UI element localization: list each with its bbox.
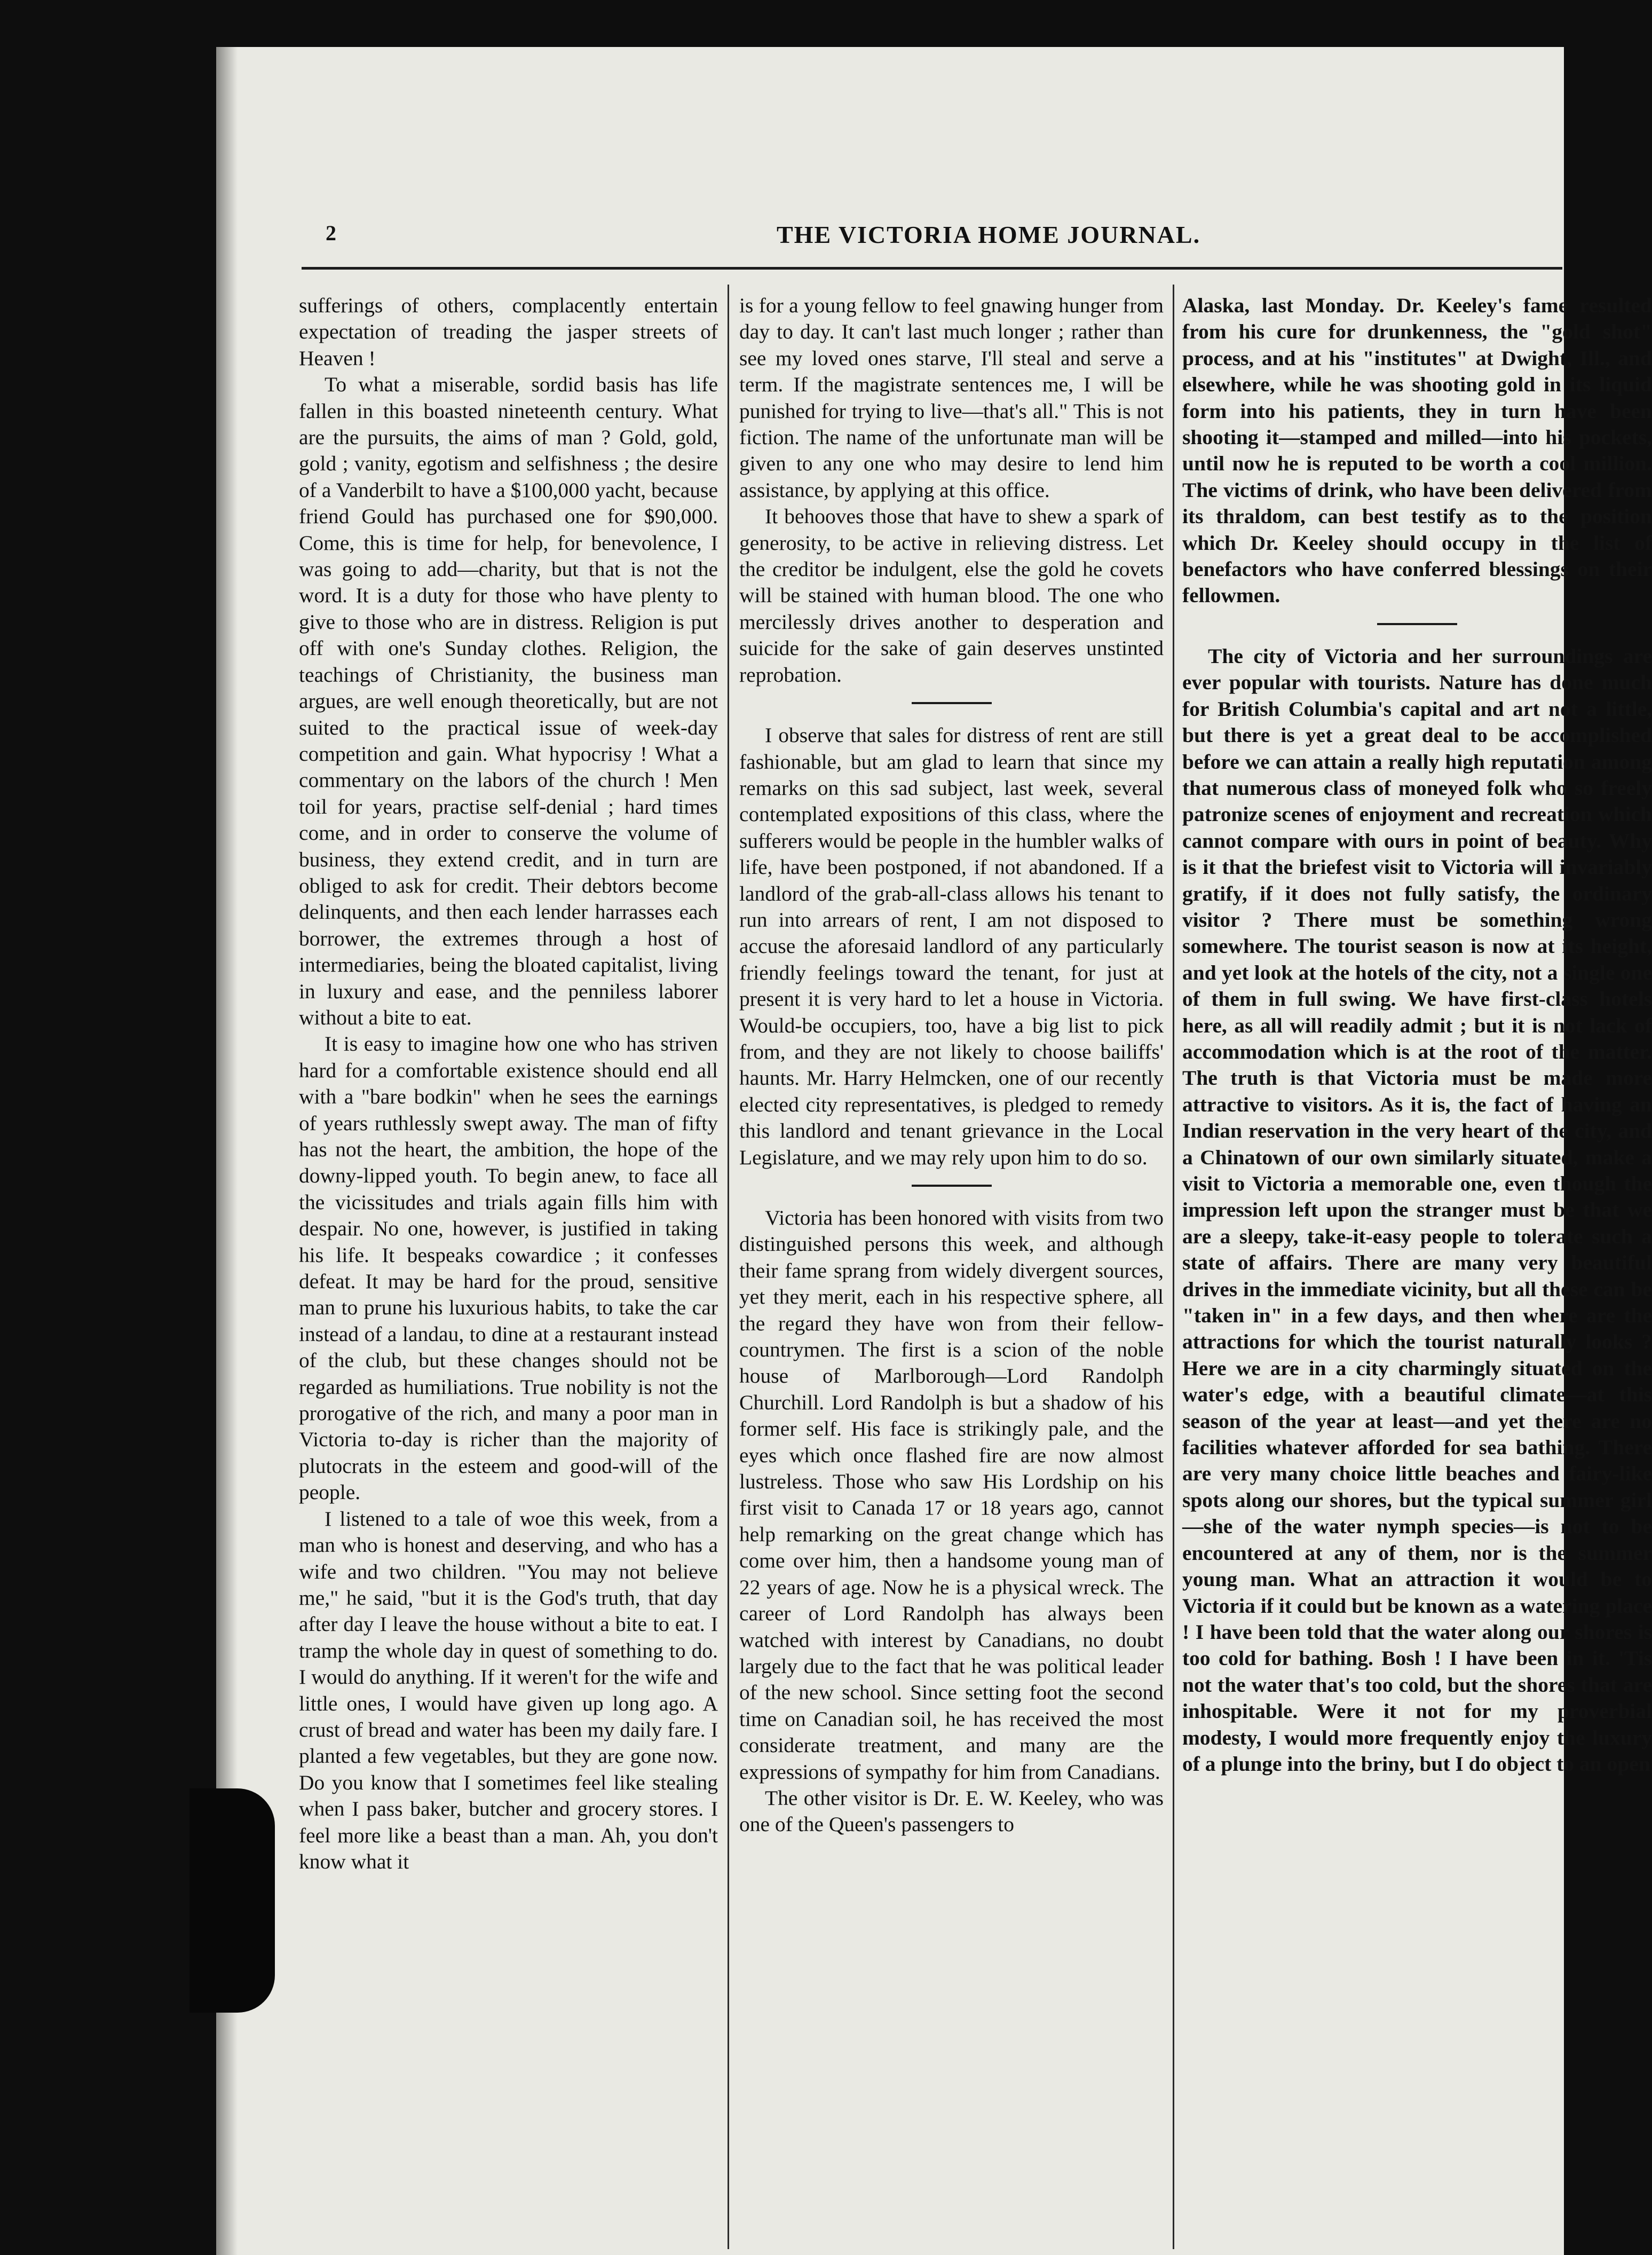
column-1 [299, 293, 718, 2246]
paragraph: The other visitor is Dr. E. W. Keeley, who was one of the Queen's passengers to [739, 1786, 1164, 1836]
paragraph: Victoria has been honored with visits from two distinguished persons this week, and although their fame sprang from widely divergent sources, yet they merit, each in his respective sphere, all the regard they have won from their fellow-countrymen. The first is a scion of the noble house of Marlborough—Lord Randolph Churchill. Lord Randolph is but a shadow of his former self. His face is strikingly pale, and the eyes which once flashed fire are now almost lustreless. Those who saw His Lordship on his first visit to Canada 17 or 18 years ago, cannot help remarking on the great change which has come over him, then a handsome young man of 22 years of age. Now he is a physical wreck. The career of Lord Randolph has always been watched with interest by Canadians, no doubt largely due to the fact that he was political leader of the new school. Since setting foot the second time on Canadian soil, he has received the most considerate treatment, and many are the expressions of sympathy for him from Canadians. [739, 1206, 1164, 1784]
paragraph: Alaska, last Monday. Dr. Keeley's fame resulted from his cure for drunkenness, the "gold shot" process, and at his "institutes" at Dwight, Ill., and elsewhere, while he was shooting gold in its liquid form into his patients, they in turn have been shooting it—stamped and milled—into his pockets, until now he is reputed to be worth a cool million. The victims of drink, who have been delivered from its thraldom, can best testify as to the position which Dr. Keeley should occupy in the list of benefactors who have conferred blessings on their fellowmen. [1182, 294, 1652, 608]
paragraph: It is easy to imagine how one who has striven hard for a comfortable existence should end all with a "bare bodkin" when he sees the earnings of years ruthlessly swept away. The man of fifty has not the heart, the ambition, the hope of the downy-lipped youth. To begin anew, to face all the vicissitudes and trials again fills him with despair. No one, however, is justified in taking his life. It bespeaks cowardice ; it confesses defeat. It may be hard for the proud, sensitive man to prune his luxurious habits, to take the car instead of a landau, to dine at a restaurant instead of the club, but these changes should not be regarded as humiliations. True nobility is not the prorogative of the rich, and many a poor man in Victoria to-day is richer than the majority of plutocrats in the esteem and good-will of the people. [299, 1032, 718, 1504]
paragraph: I listened to a tale of woe this week, from a man who is honest and deserving, and who has a wife and two children. "You may not believe me," he said, "but it is the God's truth, that day after day I leave the house without a bite to eat. I tramp the whole day in quest of something to do. I would do anything. If it weren't for the wife and little ones, I would have given up long ago. A crust of bread and water has been my daily fare. I planted a few vegetables, but they are gone now. Do you know that I sometimes feel like stealing when I pass baker, butcher and grocery stores. I feel more like a beast than a man. Ah, you don't know what it [299, 1507, 718, 1873]
paragraph: To what a miserable, sordid basis has life fallen in this boasted nineteenth century. What are the pursuits, the aims of man ? Gold, gold, gold ; vanity, egotism and selfishness ; the desire of a Vanderbilt to have a $100,000 yacht, because friend Gould has purchased one for $90,000. Come, this is time for help, for benevolence, I was going to add—charity, but that is not the word. It is a duty for those who have plenty to give to those who are in distress. Religion is put off with one's Sunday clothes. Religion, the teachings of Christianity, the business man argues, are well enough theoretically, but are not suited to the practical issue of week-day competition and gain. What hypocrisy ! What a commentary on the labors of the church ! Men toil for years, practise self-denial ; hard times come, and in order to conserve the volume of business, they extend credit, and in turn are obliged to ask for credit. Their debtors become delinquents, and then each lender harrasses each borrower, the extremes through a host of intermediaries, being the bloated capitalist, living in luxury and ease, and the penniless laborer without a bite to eat. [299, 373, 718, 1029]
section-separator [912, 1185, 992, 1187]
header-rule [302, 267, 1562, 270]
paragraph: The city of Victoria and her surroundings are ever popular with tourists. Nature has done much for British Columbia's capital and art not a little, but there is yet a great deal to be accomplished before we can attain a really high reputation among that numerous class of moneyed folk who so freely patronize scenes of enjoyment and recreation which cannot compare with ours in point of beauty. Why is it that the briefest visit to Victoria will invariably gratify, if it does not fully satisfy, the ordinary visitor ? There must be something wrong somewhere. The tourist season is now at its height, and yet look at the hotels of the city, not a single one of them in full swing. We have first-class hotels here, as all will readily admit ; but it is not lack of accommodation which is at the root of the matter. The truth is that Victoria must be made more attractive to visitors. As it is, the fact of having an Indian reservation in the very heart of the city, and a Chinatown of our own similarly situated, make a visit to Victoria a memorable one, even though the impression left upon the stranger must be that we are a sleepy, take-it-easy people to tolerate such a state of affairs. There are many very beautiful drives in the immediate vicinity, but all these can be "taken in" in a few days, and then where are the attractions for which the tourist naturally looks ? Here we are in a city charmingly situated on the water's edge, with a beautiful climate—at this season of the year at least—and yet there are no facilities whatever afforded for sea bathing. There are very many choice little beaches and fairy-like spots along our shores, but the typical summer girl—she of the water nymph species—is not to be encountered at any of them, nor is the summer young man. What an attraction it would be to Victoria if it could but be known as a watering place ! I have been told that the water along our shores is too cold for bathing. Bosh ! I have been in it. 'Tis not the water that's too cold, but the shores that are inhospitable. Were it not for my proverbial modesty, I would more frequently enjoy the luxury of a plunge into the briny, but I do object to an open [1182, 644, 1652, 1776]
page-number: 2 [326, 221, 336, 245]
thumb-shadow [189, 1788, 275, 2013]
column-2 [739, 293, 1164, 2246]
newspaper-page [216, 47, 1652, 2255]
column-divider-2 [1173, 285, 1174, 2249]
paragraph: It behooves those that have to shew a spark of generosity, to be active in relieving distress. Let the creditor be indulgent, else the gold he covets will be stained with human blood. The one who mercilessly drives another to desperation and suicide for the sake of gain deserves unstinted reprobation. [739, 504, 1164, 687]
column-divider-1 [728, 285, 729, 2249]
page-header [216, 220, 1588, 253]
column-3 [1182, 293, 1652, 2246]
section-separator [912, 702, 992, 704]
paragraph: sufferings of others, complacently entertain expectation of treading the jasper streets of Heaven ! [299, 294, 718, 370]
paragraph: is for a young fellow to feel gnawing hunger from day to day. It can't last much longer ; rather than see my loved ones starve, I'll steal and serve a term. If the magistrate sentences me, I will be punished for trying to live—that's all." This is not fiction. The name of the unfortunate man will be given to any one who may desire to lend him assistance, by applying at this office. [739, 294, 1164, 502]
paragraph: I observe that sales for distress of rent are still fashionable, but am glad to learn that since my remarks on this sad subject, last week, several contemplated expositions of this class, where the sufferers would be people in the humbler walks of life, have been postponed, if not abandoned. If a landlord of the grab-all-class allows his tenant to run into arrears of rent, I am not disposed to accuse the aforesaid landlord of any particularly friendly feelings toward the tenant, for just at present it is very hard to let a house in Victoria. Would-be occupiers, too, have a big list to pick from, and they are not likely to choose bailiffs' haunts. Mr. Harry Helmcken, one of our recently elected city representatives, is pledged to remedy this landlord and tenant grievance in the Local Legislature, and we may rely upon him to do so. [739, 723, 1164, 1169]
section-separator [1377, 623, 1457, 625]
masthead-title: THE VICTORIA HOME JOURNAL. [777, 221, 1201, 248]
